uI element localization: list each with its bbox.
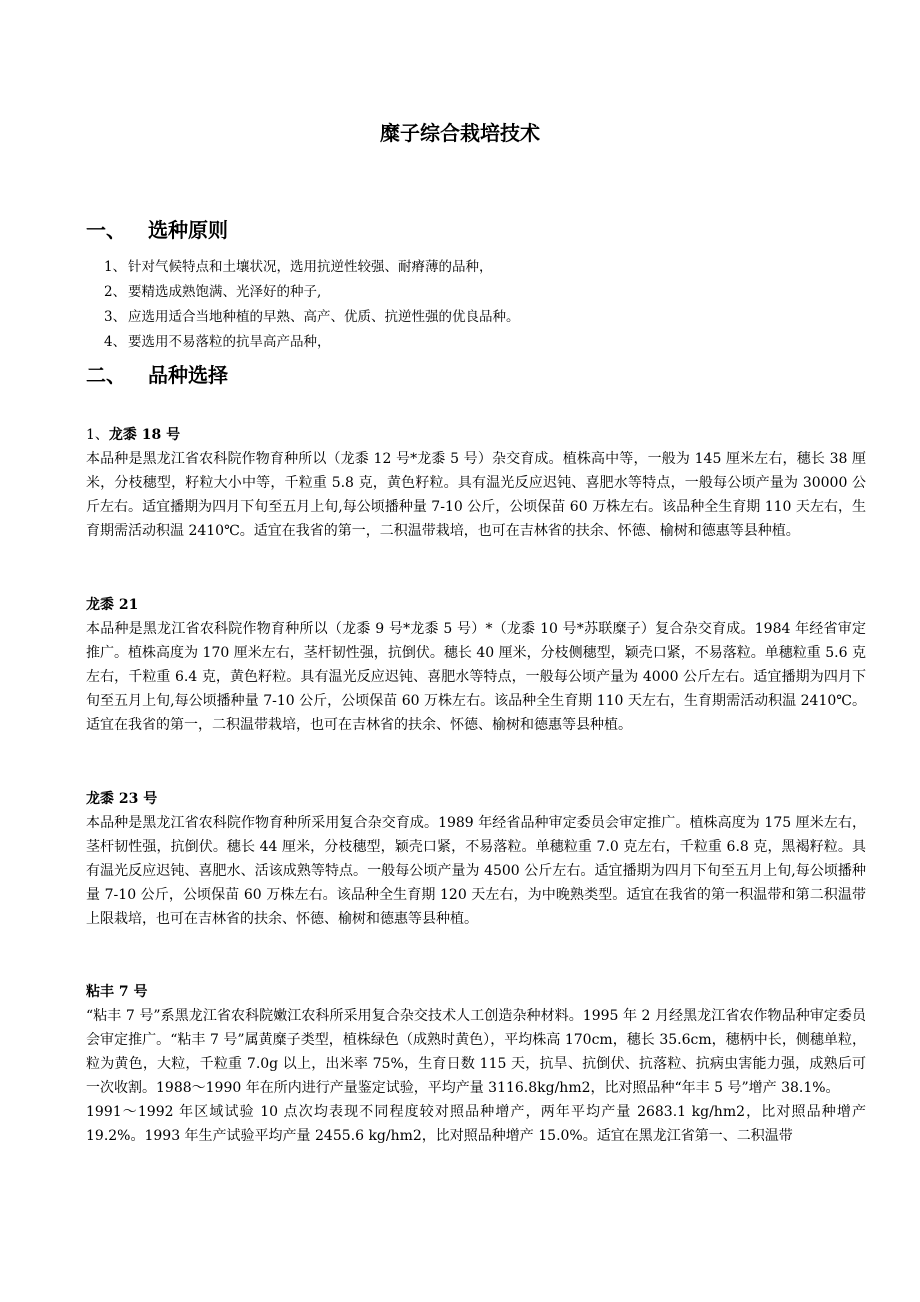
document-title: 糜子综合栽培技术 — [380, 121, 540, 145]
variety-name: 龙黍 21 — [86, 597, 139, 613]
variety-description: 本品种是黑龙江省农科院作物育种所以（龙黍 12 号*龙黍 5 号）杂交育成。植株高中等，一般为 145 厘米左右，穗长 38 厘米，分枝穗型，籽粒大小中等，千粒重 5.8 克，黄色籽粒。具有温光反应迟钝、喜肥水等特点，一般每公顷产量为 30000 公斤左右。适宜播期为四月下旬至五月上旬,每公顷播种量 7-10 公斤，公顷保苗 60 万株左右。该品种全生育期 110 天左右，生育期需活动积温 2410℃。适宜在我省的第一，二积温带栽培，也可在吉林省的扶余、怀德、榆树和德惠等县种植。 — [86, 451, 866, 539]
list-item-number: 3、 — [104, 309, 127, 325]
list-item — [104, 255, 520, 280]
list-item — [104, 305, 520, 330]
list-item-text: 针对气候特点和土壤状况，选用抗逆性较强、耐瘠薄的品种， — [128, 259, 493, 275]
list-item-text: 应选用适合当地种植的早熟、高产、优质、抗逆性强的优良品种。 — [128, 309, 520, 325]
variety-name: 龙黍 23 号 — [86, 791, 158, 807]
variety-longshu-23 — [86, 787, 866, 931]
variety-number: 1、 — [86, 427, 109, 443]
list-item — [104, 330, 520, 355]
variety-heading — [86, 980, 866, 1004]
variety-description: 本品种是黑龙江省农科院作物育种所以（龙黍 9 号*龙黍 5 号）*（龙黍 10 号*苏联糜子）复合杂交育成。1984 年经省审定推广。植株高度为 170 厘米左右，茎杆韧性强，抗倒伏。穗长 40 厘米，分枝侧穗型，颖壳口紧，不易落粒。单穗粒重 5.6 克左右，千粒重 6.4 克，黄色籽粒。具有温光反应迟钝、喜肥水等特点，一般每公顷产量为 4000 公斤左右。适宜播期为四月下旬至五月上旬,每公顷播种量 7-10 公斤，公顷保苗 60 万株左右。该品种全生育期 110 天左右，生育期需活动积温 2410℃。适宜在我省的第一，二积温带栽培，也可在吉林省的扶余、怀德、榆树和德惠等县种植。 — [86, 621, 866, 733]
variety-description: 本品种是黑龙江省农科院作物育种所采用复合杂交育成。1989 年经省品种审定委员会审定推广。植株高度为 175 厘米左右，茎杆韧性强，抗倒伏。穗长 44 厘米，分枝穗型，颖壳口紧，不易落粒。单穗粒重 7.0 克左右，千粒重 6.8 克，黑褐籽粒。具有温光反应迟钝、喜肥水、活该成熟等特点。一般每公顷产量为 4500 公斤左右。适宜播期为四月下旬至五月上旬,每公顷播种量 7-10 公斤，公顷保苗 60 万株左右。该品种全生育期 120 天左右，为中晚熟类型。适宜在我省的第一积温带和第二积温带上限栽培，也可在吉林省的扶余、怀德、榆树和德惠等县种植。 — [86, 815, 866, 927]
list-item-number: 1、 — [104, 259, 127, 275]
list-item-number: 4、 — [104, 334, 127, 350]
variety-description: “粘丰 7 号”系黑龙江省农科院嫩江农科所采用复合杂交技术人工创造杂种材料。1995 年 2 月经黑龙江省农作物品种审定委员会审定推广。“粘丰 7 号”属黄糜子类型，植株绿色（成熟时黄色），平均株高 170cm，穗长 35.6cm，穗柄中长，侧穗单粒，粒为黄色，大粒，千粒重 7.0g 以上，出米率 75%，生育日数 115 天，抗旱、抗倒伏、抗落粒、抗病虫害能力强，成熟后可一次收割。1988～1990 年在所内进行产量鉴定试验，平均产量 3116.8kg/hm2，比对照品种“年丰 5 号”增产 38.1%。 — [86, 1008, 866, 1096]
list-item — [104, 280, 520, 305]
variety-longshu-18 — [86, 423, 866, 543]
list-item-text: 要精选成熟饱满、光泽好的种子, — [128, 284, 322, 300]
variety-longshu-21 — [86, 593, 866, 737]
variety-nianfeng-7 — [86, 980, 866, 1148]
section-title: 品种选择 — [148, 363, 228, 387]
section-number: 一、 — [86, 218, 126, 242]
variety-heading — [86, 423, 866, 447]
section-number: 二、 — [86, 363, 126, 387]
variety-heading — [86, 593, 866, 617]
variety-name: 龙黍 18 号 — [108, 427, 181, 443]
variety-heading — [86, 787, 866, 811]
section-heading-1 — [86, 216, 228, 244]
variety-name: 粘丰 7 号 — [86, 984, 148, 1000]
section-title: 选种原则 — [148, 218, 228, 242]
list-item-text: 要选用不易落粒的抗旱高产品种， — [128, 334, 331, 350]
list-item-number: 2、 — [104, 284, 127, 300]
section-heading-2 — [86, 361, 228, 389]
variety-description-continued: 1991～1992 年区域试验 10 点次均表现不同程度较对照品种增产，两年平均产量 2683.1 kg/hm2，比对照品种增产 19.2%。1993 年生产试验平均产量 2455.6 kg/hm2，比对照品种增产 15.0%。适宜在黑龙江省第一、二积温带 — [86, 1104, 866, 1144]
selection-principles-list — [104, 255, 520, 355]
